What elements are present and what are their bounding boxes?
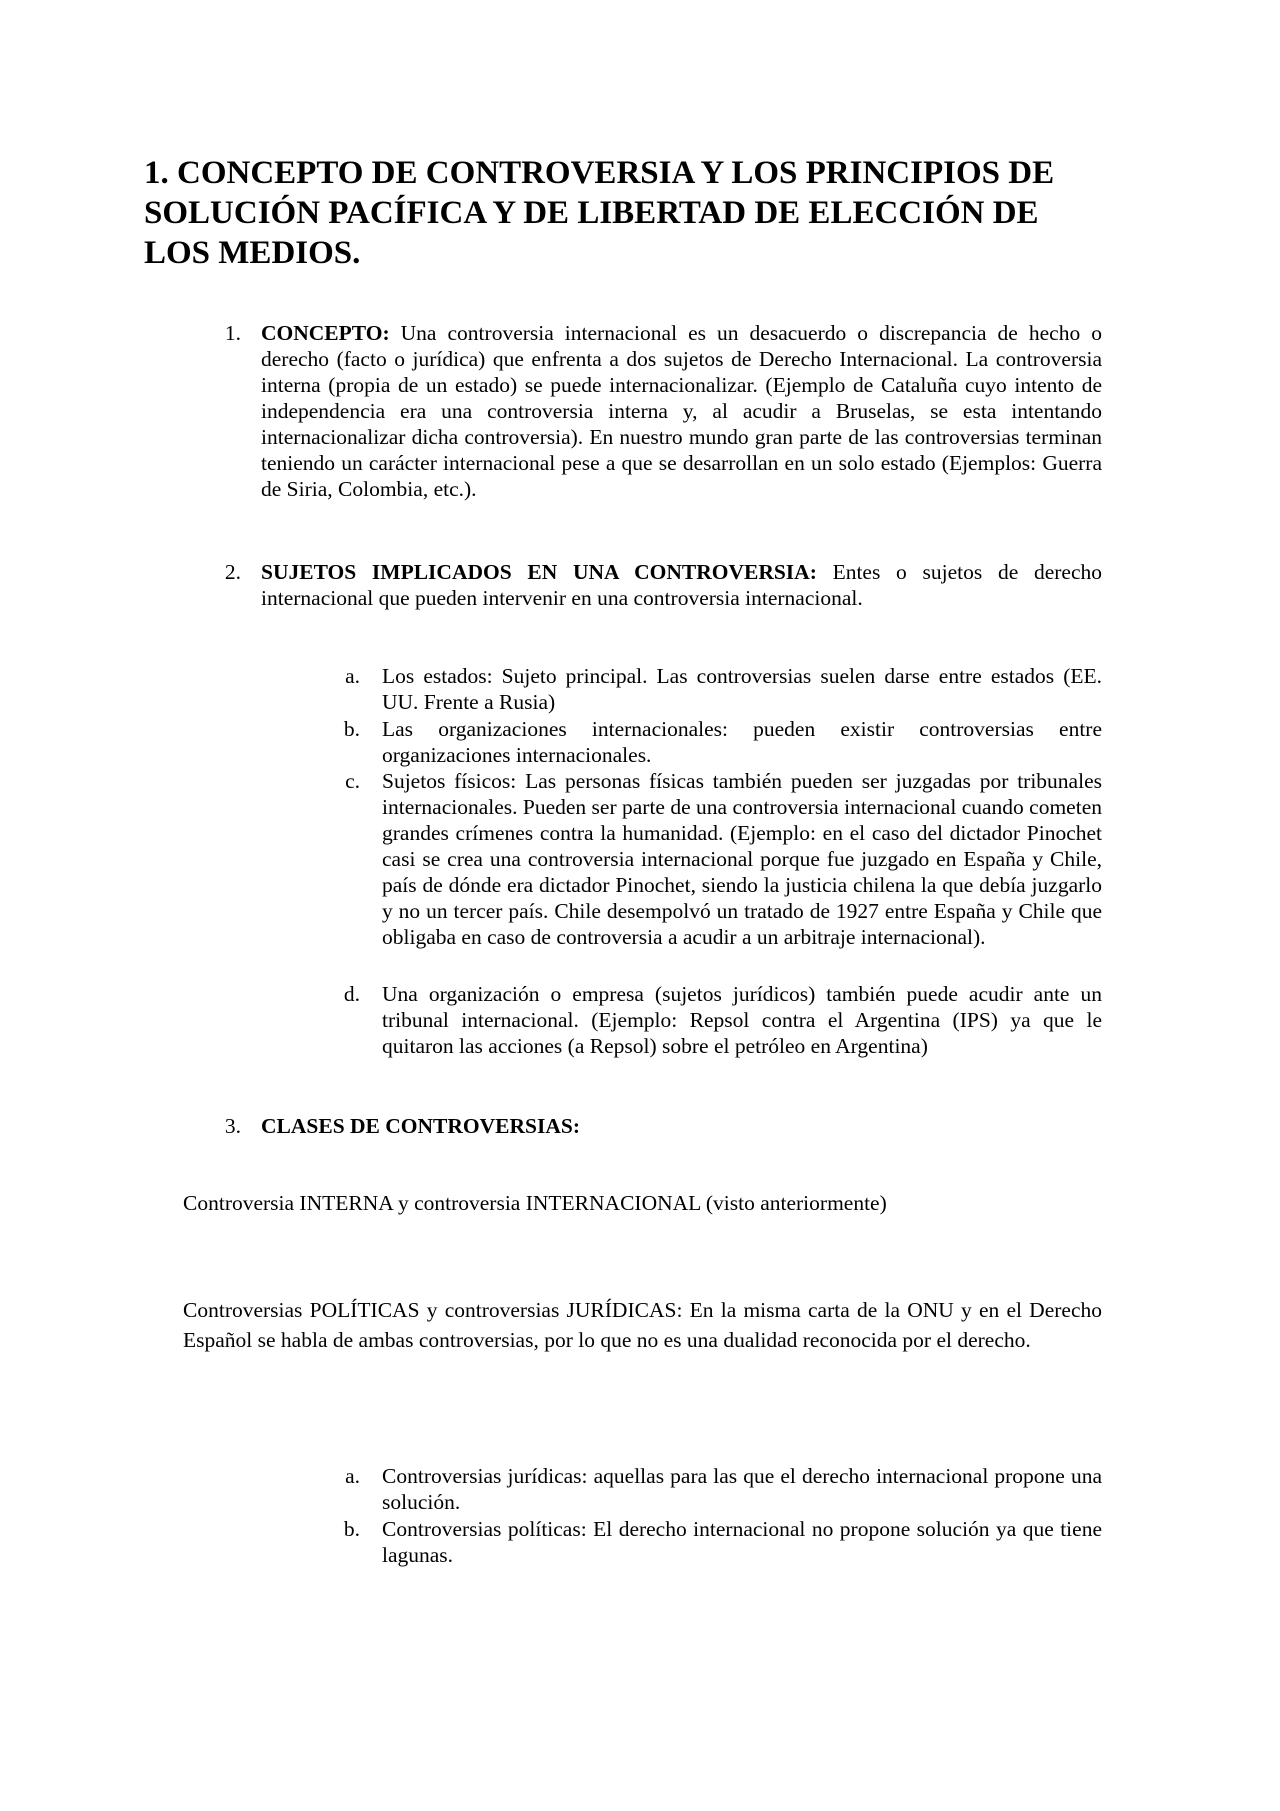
classes-intro: Controversia INTERNA y controversia INTERNACIONAL (visto anteriormente) — [183, 1191, 887, 1215]
list-item: Una organización o empresa (sujetos jurídicos) también puede acudir ante un tribunal internacional. (Ejemplo: Repsol contra el Argentina (IPS) ya que le quitaron las acciones (a Repsol) sobre el petróleo en Argentina) — [382, 982, 1102, 1058]
list-item: Sujetos físicos: Las personas físicas también pueden ser juzgadas por tribunales internacionales. Pueden ser parte de una controversia internacional cuando cometen grandes crímenes contra la humanidad. (Ejemplo: en el caso del dictador Pinochet casi se crea una controversia internacional porque fue juzgado en España y Chile, país de dónde era dictador Pinochet, siendo la justicia chilena la que debía juzgarlo y no un tercer país. Chile desempolvó un tratado de 1927 entre España y Chile que obligaba en caso de controversia a acudir a un arbitraje internacional). — [382, 769, 1102, 949]
section-clases — [261, 1113, 1102, 1139]
section-number: 1. — [224, 321, 241, 345]
section-number: 2. — [224, 560, 241, 584]
list-letter: b. — [343, 1517, 360, 1541]
classes-politicas: Controversias POLÍTICAS y controversias JURÍDICAS: En la misma carta de la ONU y en el Derecho Español se habla de ambas controversias, por lo que no es una dualidad reconocida por el derecho. — [183, 1298, 1102, 1352]
list-letter: a. — [345, 664, 360, 688]
section-heading: CONCEPTO: — [261, 321, 390, 345]
section-heading: CLASES DE CONTROVERSIAS: — [261, 1114, 580, 1138]
section-text: Una controversia internacional es un desacuerdo o discrepancia de hecho o derecho (facto o jurídica) que enfrenta a dos sujetos de Derecho Internacional. La controversia interna (propia de un estado) se puede internacionalizar. (Ejemplo de Cataluña cuyo intento de independencia era una controversia interna y, al acudir a Bruselas, se esta intentando internacionalizar dicha controversia). En nuestro mundo gran parte de las controversias terminan teniendo un carácter internacional pese a que se desarrollan en un solo estado (Ejemplos: Guerra de Siria, Colombia, etc.). — [261, 321, 1102, 501]
list-item: Controversias políticas: El derecho internacional no propone solución ya que tiene lagunas. — [382, 1517, 1102, 1567]
section-concepto — [261, 320, 1102, 502]
document-title: 1. CONCEPTO DE CONTROVERSIA Y LOS PRINCIPIOS DE SOLUCIÓN PACÍFICA Y DE LIBERTAD DE ELECCIÓN DE LOS MEDIOS. — [144, 155, 1055, 271]
list-letter: b. — [343, 717, 360, 741]
section-number: 3. — [224, 1114, 241, 1138]
list-item: Las organizaciones internacionales: pueden existir controversias entre organizaciones internacionales. — [382, 717, 1102, 767]
list-letter: c. — [345, 769, 360, 793]
list-item: Los estados: Sujeto principal. Las controversias suelen darse entre estados (EE. UU. Frente a Rusia) — [382, 664, 1102, 714]
section-text: Entes o sujetos de derecho internacional que pueden intervenir en una controversia internacional. — [261, 560, 1102, 610]
list-item: Controversias jurídicas: aquellas para las que el derecho internacional propone una solución. — [382, 1464, 1102, 1514]
list-letter: d. — [343, 982, 360, 1006]
list-letter: a. — [345, 1464, 360, 1488]
section-heading: SUJETOS IMPLICADOS EN UNA CONTROVERSIA: — [261, 560, 817, 584]
section-sujetos — [261, 559, 1102, 611]
